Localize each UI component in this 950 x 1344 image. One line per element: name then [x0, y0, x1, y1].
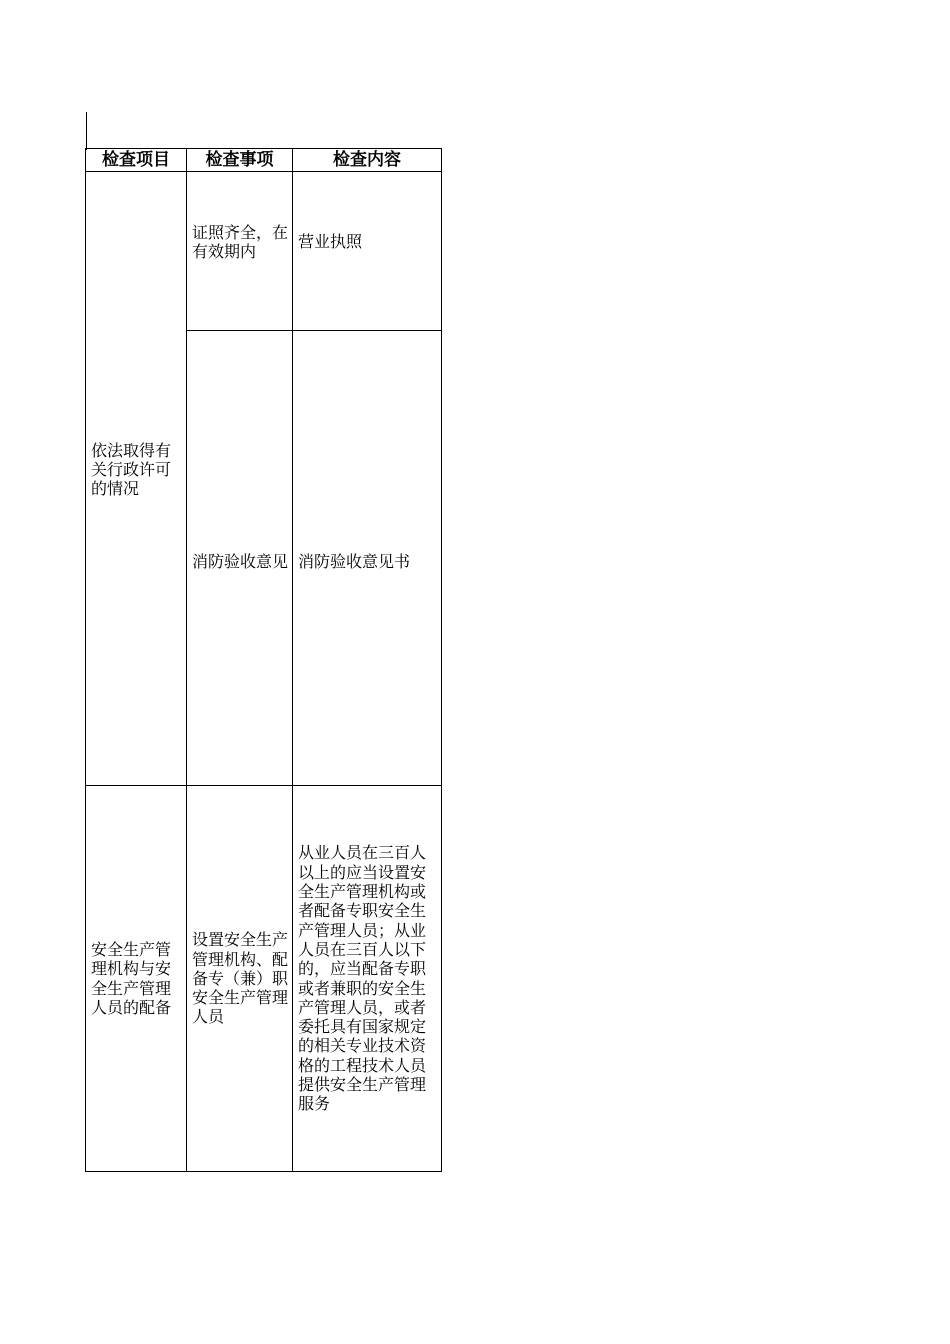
inspection-table [85, 148, 442, 1172]
header-inspection-matter: 检查事项 [187, 149, 293, 172]
matter-cell [187, 172, 293, 331]
header-inspection-content: 检查内容 [293, 149, 442, 172]
content-cell [293, 331, 442, 786]
matter-cell [187, 786, 293, 1172]
item-cell [86, 172, 187, 786]
content-text: 营业执照 [298, 232, 363, 252]
content-cell [293, 786, 442, 1172]
content-text: 消防验收意见书 [298, 552, 411, 572]
content-text: 从业人员在三百人以上的应当设置安全生产管理机构或者配备专职安全生产管理人员；从业人员在三百人以下的，应当配备专职或者兼职的安全生产管理人员，或者委托具有国家规定的相关专业技术资格的工程技术人员提供安全生产管理服务 [298, 843, 427, 1114]
table-row [86, 786, 442, 1172]
header-inspection-item: 检查项目 [86, 149, 187, 172]
matter-text: 证照齐全，在有效期内 [192, 222, 289, 261]
table-row [86, 172, 442, 331]
matter-cell [187, 331, 293, 786]
item-text: 安全生产管理机构与安全生产管理人员的配备 [91, 939, 172, 1017]
column-left-border [86, 112, 87, 150]
item-cell [86, 786, 187, 1172]
content-cell [293, 172, 442, 331]
header-row [86, 149, 442, 172]
matter-text: 设置安全生产管理机构、配备专（兼）职安全生产管理人员 [192, 930, 289, 1027]
item-text: 依法取得有关行政许可的情况 [91, 440, 172, 499]
matter-text: 消防验收意见 [192, 552, 289, 572]
